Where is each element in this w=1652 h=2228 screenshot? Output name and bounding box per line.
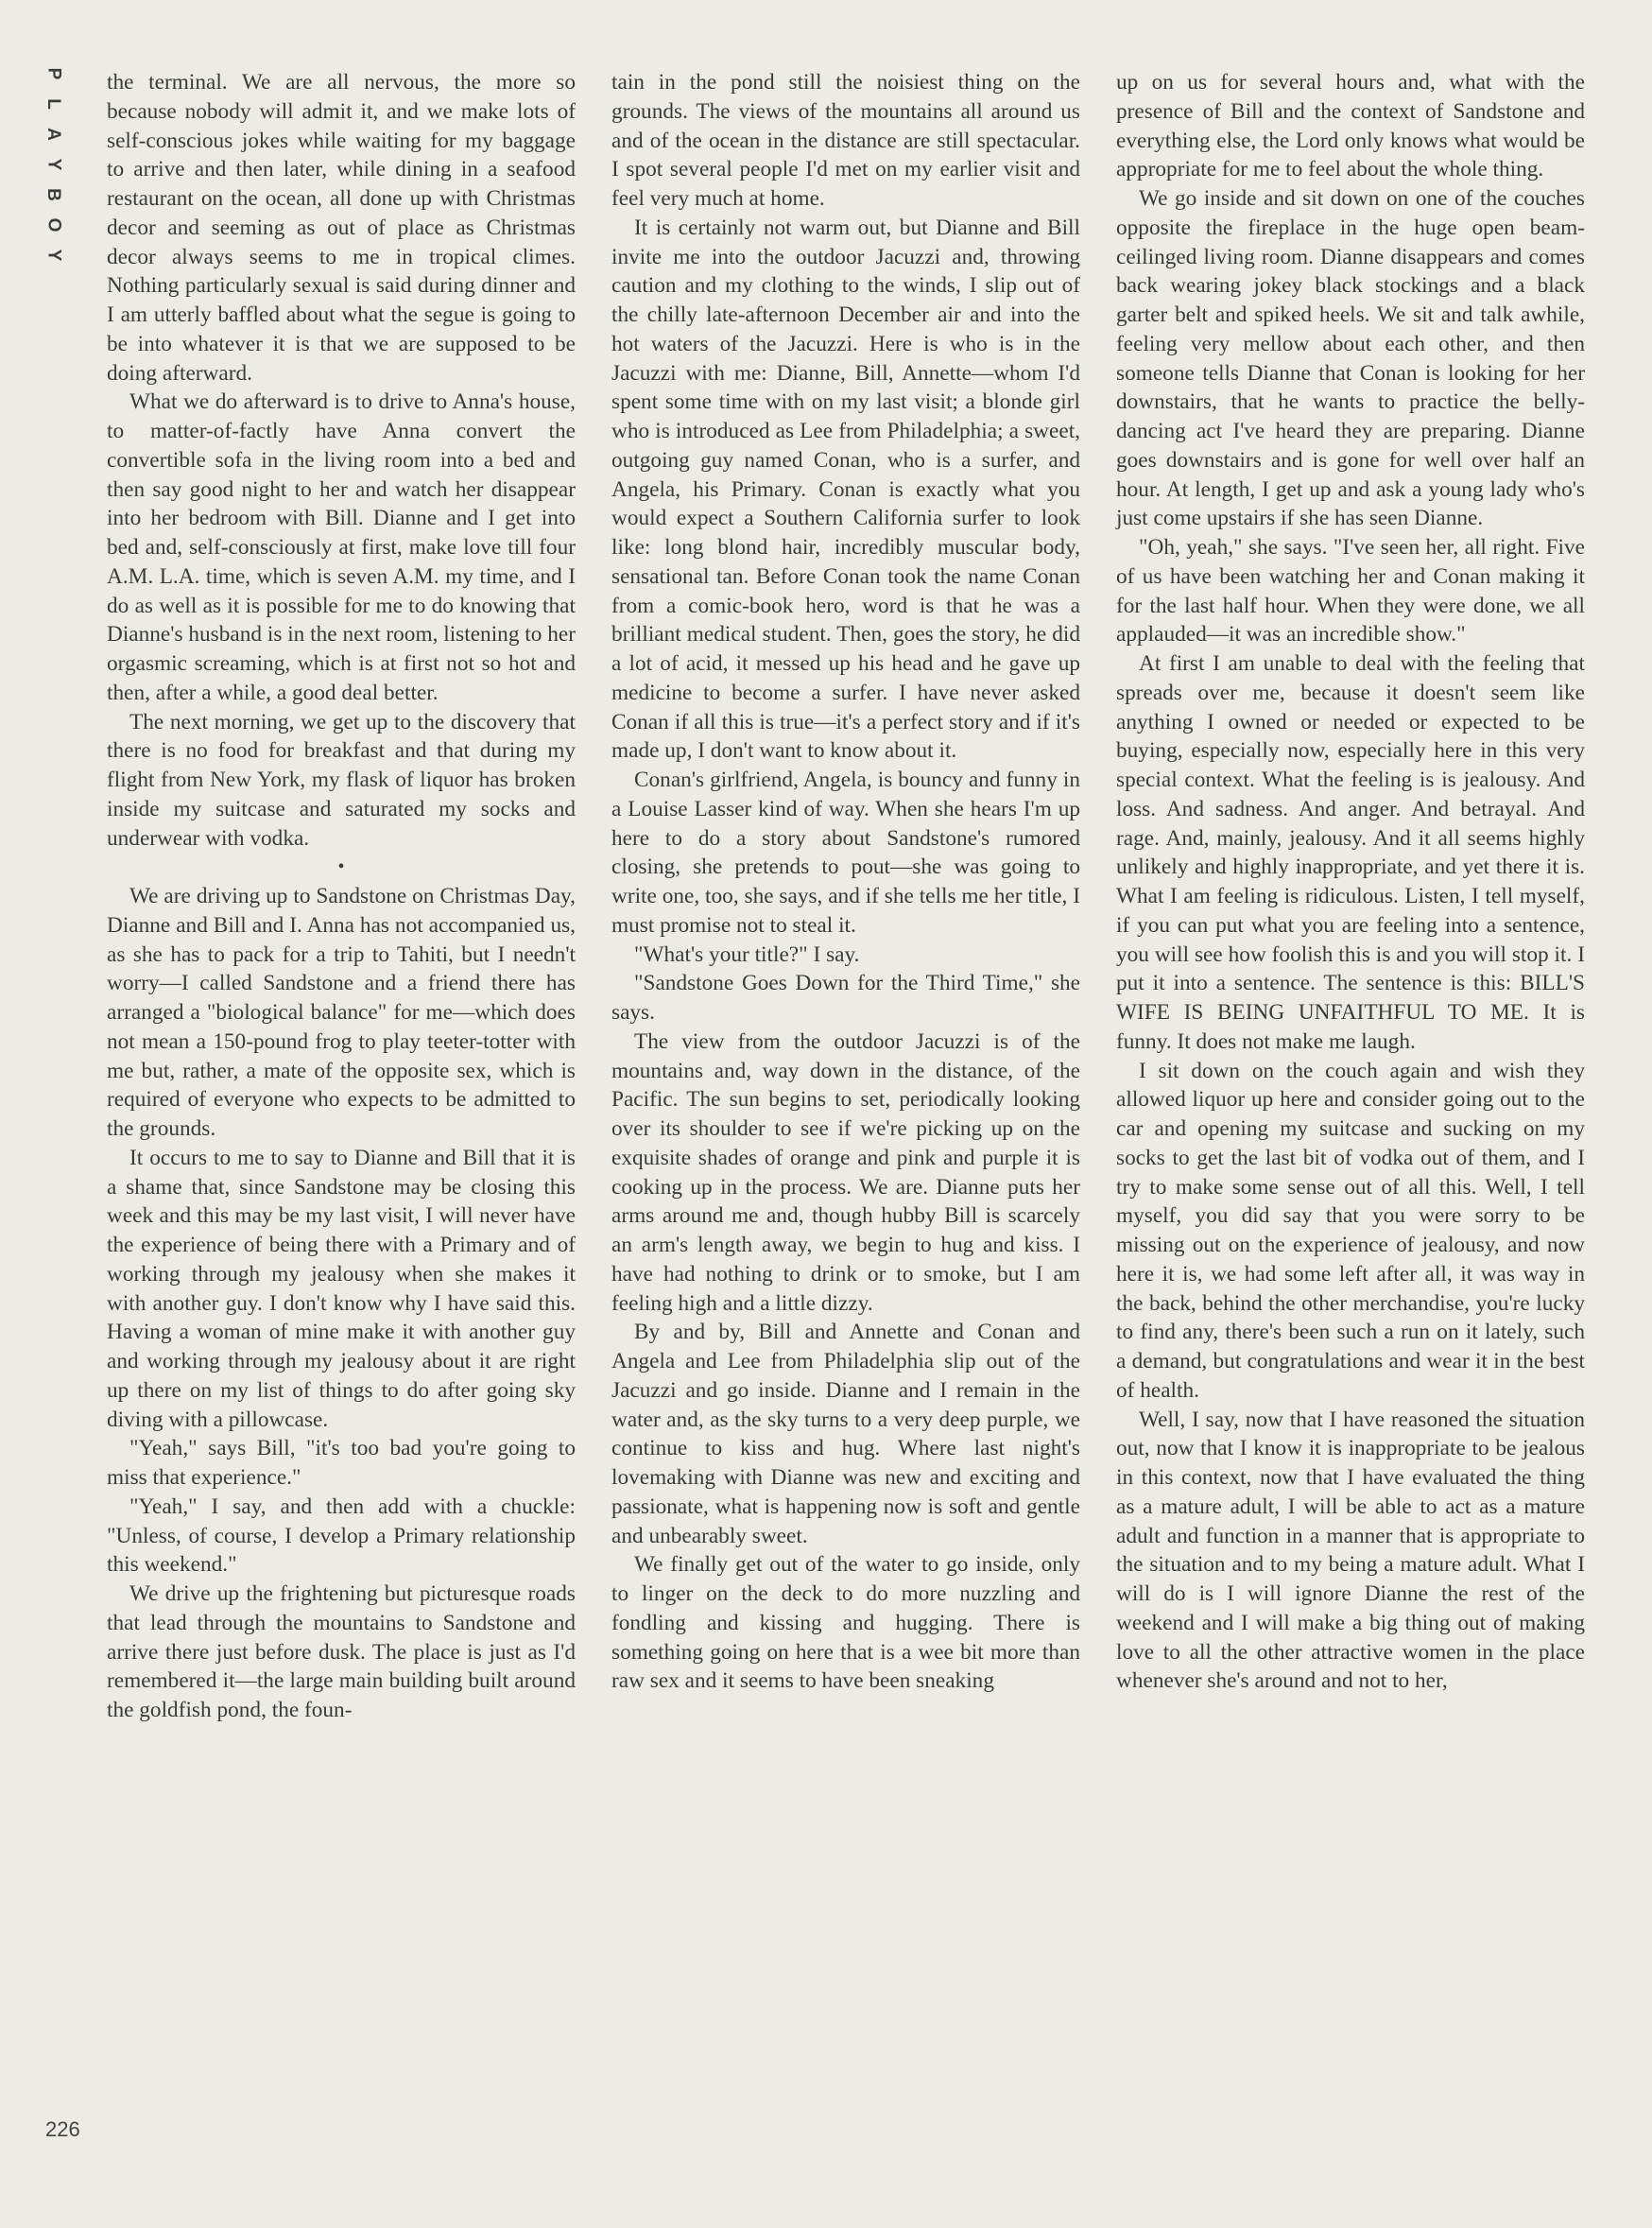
text-column-1	[107, 68, 576, 1725]
paragraph: It is certainly not warm out, but Dianne and Bill invite me into the outdoor Jacuzzi and, throwing caution and my clothing to the winds, I slip out of the chilly late-afternoon December air and into the hot waters of the Jacuzzi. Here is who is in the Jacuzzi with me: Dianne, Bill, Annette—whom I'd spent some time with on my last visit; a blonde girl who is introduced as Lee from Philadelphia; a sweet, outgoing guy named Conan, who is a surfer, and Angela, his Primary. Conan is exactly what you would expect a Southern California surfer to look like: long blond hair, incredibly muscular body, sensational tan. Before Conan took the name Conan from a comic-book hero, word is that he was a brilliant medical student. Then, goes the story, he did a lot of acid, it messed up his head and he gave up medicine to become a surfer. I have never asked Conan if all this is true—it's a perfect story and if it's made up, I don't want to know about it.	[611, 215, 1080, 764]
masthead-letter: B	[43, 188, 63, 201]
paragraph: I sit down on the couch again and wish they allowed liquor up here and consider going out to the car and opening my suitcase and sucking on my socks to get the last bit of vodka out of them, and I try to make some sense out of all this. Well, I tell myself, you did say that you were sorry to be missing out on the experience of jealousy, and now here it is, we had some left after all, it was way in the back, behind the other merchandise, you're lucky to find any, there's been such a run on it lately, such a demand, but congratulations and wear it in the best of health.	[1116, 1058, 1585, 1403]
text-column-3	[1116, 68, 1585, 1696]
paragraph: We drive up the frightening but picturesque roads that lead through the mountains to Sandstone and arrive there just before dusk. The place is just as I'd remembered it—the large main building built around the goldfish pond, the foun-	[107, 1581, 576, 1722]
paragraph: At first I am unable to deal with the feeling that spreads over me, because it doesn't seem like anything I owned or needed or expected to be buying, especially now, especially here in this very special context. What the feeling is is jealousy. And loss. And sadness. And anger. And betrayal. And rage. And, mainly, jealousy. And it all seems highly unlikely and highly inappropriate, and yet there it is. What I am feeling is ridiculous. Listen, I tell myself, if you can put what you are feeling into a sentence, you will see how foolish this is and you will stop it. I put it into a sentence. The sentence is this: BILL'S WIFE IS BEING UNFAITHFUL TO ME. It is funny. It does not make me laugh.	[1116, 651, 1585, 1054]
masthead-letter: A	[43, 128, 63, 141]
masthead-letter: L	[43, 98, 63, 110]
paragraph: It occurs to me to say to Dianne and Bill that it is a shame that, since Sandstone may be closing this week and this may be my last visit, I will never have the experience of being there with a Primary and of working through my jealousy when she makes it with another guy. I don't know why I have said this. Having a woman of mine make it with another guy and working through my jealousy about it are right up there on my list of things to do after going sky diving with a pillowcase.	[107, 1145, 576, 1432]
paragraph: "Sandstone Goes Down for the Third Time," she says.	[611, 971, 1080, 1025]
paragraph: "Yeah," I say, and then add with a chuckle: "Unless, of course, I develop a Primary relationship this weekend."	[107, 1494, 576, 1578]
paragraph: up on us for several hours and, what with the presence of Bill and the context of Sandstone and everything else, the Lord only knows what would be appropriate for me to feel about the whole thing.	[1116, 70, 1585, 182]
paragraph: By and by, Bill and Annette and Conan and Angela and Lee from Philadelphia slip out of the Jacuzzi and go inside. Dianne and I remain in the water and, as the sky turns to a very deep purple, we continue to kiss and hug. Where last night's lovemaking with Dianne was new and exciting and passionate, what is happening now is soft and gentle and unbearably sweet.	[611, 1320, 1080, 1548]
masthead-letter: P	[43, 67, 63, 80]
paragraph: the terminal. We are all nervous, the more so because nobody will admit it, and we make lots of self-conscious jokes while waiting for my baggage to arrive and then later, while dining in a seafood restaurant on the ocean, all done up with Christmas decor and seeming as out of place as Christmas decor always seems to me in tropical climes. Nothing particularly sexual is said during dinner and I am utterly baffled about what the segue is going to be into whatever it is that we are supposed to be doing afterward.	[107, 70, 576, 386]
paragraph: tain in the pond still the noisiest thing on the grounds. The views of the mountains all around us and of the ocean in the distance are still spectacular. I spot several people I'd met on my earlier visit and feel very much at home.	[611, 70, 1080, 211]
page-number: 226	[45, 2117, 80, 2141]
masthead-letter: Y	[43, 158, 63, 171]
paragraph: Well, I say, now that I have reasoned the situation out, now that I know it is inappropriate to be jealous in this context, now that I have evaluated the thing as a mature adult, I will be able to act as a mature adult and function in a manner that is appropriate to the situation and to my being a mature adult. What I will do is I will ignore Dianne the rest of the weekend and I will make a big thing out of making love to all the other attractive women in the place whenever she's around and not to her,	[1116, 1407, 1585, 1694]
paragraph: We finally get out of the water to go inside, only to linger on the deck to do more nuzzling and fondling and kissing and hugging. There is something going on here that is a wee bit more than raw sex and it seems to have been sneaking	[611, 1552, 1080, 1694]
paragraph: The view from the outdoor Jacuzzi is of the mountains and, way down in the distance, of the Pacific. The sun begins to set, periodically looking over its shoulder to see if we're picking up on the exquisite shades of orange and pink and purple it is cooking up in the process. We are. Dianne puts her arms around me and, though hubby Bill is scarcely an arm's length away, we begin to hug and kiss. I have had nothing to drink or to smoke, but I am feeling high and a little dizzy.	[611, 1028, 1080, 1316]
paragraph: We are driving up to Sandstone on Christmas Day, Dianne and Bill and I. Anna has not accompanied us, as she has to pack for a trip to Tahiti, but I needn't worry—I called Sandstone and a friend there has arranged a "biological balance" for me—which does not mean a 150-pound frog to play teeter-totter with me but, rather, a mate of the opposite sex, which is required of everyone who expects to be admitted to the grounds.	[107, 884, 576, 1141]
text-column-2	[611, 68, 1080, 1696]
paragraph: Conan's girlfriend, Angela, is bouncy and funny in a Louise Lasser kind of way. When she hears I'm up here to do a story about Sandstone's rumored closing, she pretends to pout—she was going to write one, too, she says, and if she tells me her title, I must promise not to steal it.	[611, 768, 1080, 938]
magazine-masthead	[36, 59, 70, 270]
paragraph: The next morning, we get up to the discovery that there is no food for breakfast and that during my flight from New York, my flask of liquor has broken inside my suitcase and saturated my socks and underwear with vodka.	[107, 709, 576, 851]
section-separator: •	[337, 856, 345, 878]
masthead-letter: Y	[43, 249, 63, 262]
paragraph: "What's your title?" I say.	[634, 941, 860, 967]
paragraph: "Oh, yeah," she says. "I've seen her, all right. Five of us have been watching her and Conan making it for the last half hour. When they were done, we all applauded—it was an incredible show."	[1116, 535, 1585, 648]
paragraph: We go inside and sit down on one of the couches opposite the fireplace in the huge open beam-ceilinged living room. Dianne disappears and comes back wearing jokey black stockings and a black garter belt and spiked heels. We sit and talk awhile, feeling very mellow about each other, and then someone tells Dianne that Conan is looking for her downstairs, that he wants to practice the belly-dancing act I've heard they are preparing. Dianne goes downstairs and is gone for well over half an hour. At length, I get up and ask a young lady who's just come upstairs if she has seen Dianne.	[1116, 186, 1585, 531]
paragraph: What we do afterward is to drive to Anna's house, to matter-of-factly have Anna convert the convertible sofa in the living room into a bed and then say good night to her and watch her disappear into her bedroom with Bill. Dianne and I get into bed and, self-consciously at first, make love till four A.M. L.A. time, which is seven A.M. my time, and I do as well as it is possible for me to do knowing that Dianne's husband is in the next room, listening to her orgasmic screaming, which is at first not so hot and then, after a while, a good deal better.	[107, 389, 576, 705]
masthead-letter: O	[43, 217, 63, 233]
paragraph: "Yeah," says Bill, "it's too bad you're going to miss that experience."	[107, 1436, 576, 1490]
